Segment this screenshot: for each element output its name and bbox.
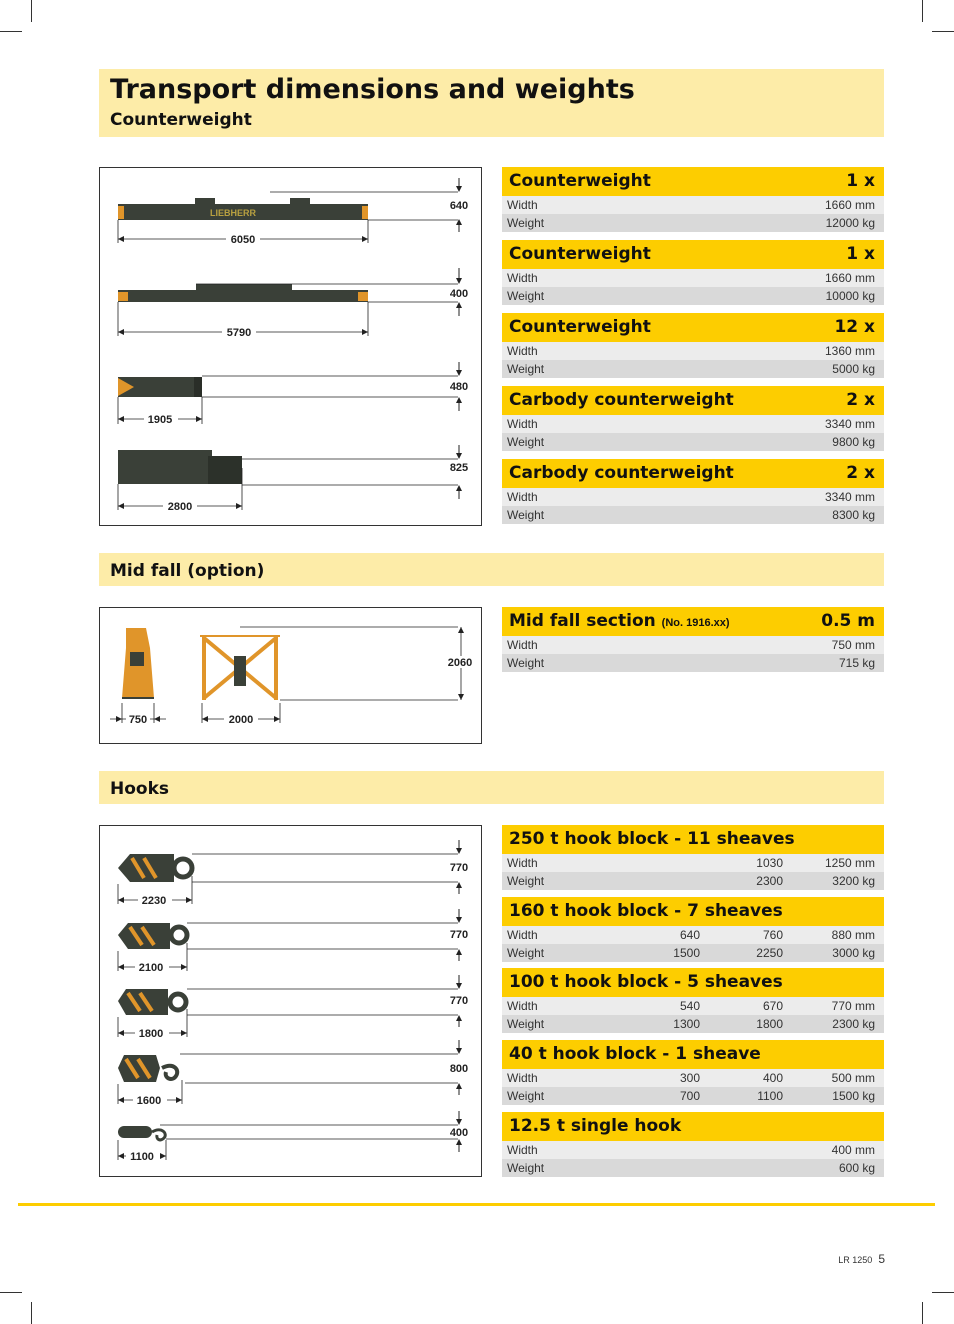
dim-label: 2800 <box>167 501 193 513</box>
crop-mark <box>0 1292 22 1293</box>
hooks-band <box>99 771 884 804</box>
width-row: Width 400 mm <box>502 1141 884 1159</box>
counterweight-table-4 <box>502 386 884 451</box>
hook-block-160t-drawing <box>118 923 187 949</box>
table-title: 250 t hook block - 11 sheaves <box>509 829 795 849</box>
width-row: Width 3340 mm <box>502 415 884 433</box>
dim-label: 400 <box>449 288 469 300</box>
hook-table-1 <box>502 825 884 890</box>
crop-mark <box>932 31 954 32</box>
hook-table-5 <box>502 1112 884 1177</box>
hook-table-4 <box>502 1040 884 1105</box>
page-number: 5 <box>878 1252 885 1266</box>
width-row: Width 300 400 500 mm <box>502 1069 884 1087</box>
dim-label: 750 <box>128 714 148 726</box>
section-title: Hooks <box>110 779 170 799</box>
width-row: Width 1660 mm <box>502 269 884 287</box>
header-band <box>99 69 884 137</box>
hook-table-2 <box>502 897 884 962</box>
section-subtitle: Counterweight <box>110 110 252 130</box>
width-row: Width 540 670 770 mm <box>502 997 884 1015</box>
dim-label: 400 <box>449 1127 469 1139</box>
crop-mark <box>922 1302 923 1324</box>
weight-row: Weight 10000 kg <box>502 287 884 305</box>
table-title: Carbody counterweight <box>509 390 734 410</box>
crop-mark <box>922 0 923 22</box>
crop-mark <box>932 1292 954 1293</box>
table-quantity: 2 x <box>846 390 875 410</box>
logo-text: LIEBHERR <box>210 208 257 218</box>
dim-label: 480 <box>449 381 469 393</box>
width-row: Width 1360 mm <box>502 342 884 360</box>
crop-mark <box>0 31 22 32</box>
weight-row: Weight 12000 kg <box>502 214 884 232</box>
dim-label: 2230 <box>141 895 167 907</box>
hooks-diagram <box>99 825 482 1177</box>
dim-label: 1905 <box>147 414 173 426</box>
midfall-side-drawing <box>200 636 280 700</box>
midfall-table <box>502 607 884 672</box>
counterweight-diagram <box>99 167 482 526</box>
width-row: Width 640 760 880 mm <box>502 926 884 944</box>
dim-label: 2060 <box>447 657 473 669</box>
counterweight-table-1 <box>502 167 884 232</box>
hook-block-40t-drawing <box>118 1055 177 1082</box>
hook-block-100t-drawing <box>118 989 186 1015</box>
table-quantity: 0.5 m <box>821 611 875 631</box>
width-row: Width 1660 mm <box>502 196 884 214</box>
counterweight-3-drawing <box>118 377 202 397</box>
counterweight-table-3 <box>502 313 884 378</box>
dim-label: 5790 <box>226 327 252 339</box>
counterweight-table-2 <box>502 240 884 305</box>
page-footer <box>838 1252 885 1266</box>
table-title: 40 t hook block - 1 sheave <box>509 1044 761 1064</box>
dim-label: 1600 <box>136 1095 162 1107</box>
table-quantity: 2 x <box>846 463 875 483</box>
counterweight-4-drawing <box>118 450 242 484</box>
table-title: Counterweight <box>509 171 651 191</box>
table-quantity: 1 x <box>846 244 875 264</box>
crop-mark <box>31 1302 32 1324</box>
weight-row: Weight 700 1100 1500 kg <box>502 1087 884 1105</box>
dim-label: 770 <box>449 862 469 874</box>
dim-label: 6050 <box>230 234 256 246</box>
counterweight-2-drawing <box>118 284 368 302</box>
midfall-band <box>99 553 884 586</box>
table-quantity: 1 x <box>846 171 875 191</box>
table-title: 160 t hook block - 7 sheaves <box>509 901 783 921</box>
weight-row: Weight 2300 3200 kg <box>502 872 884 890</box>
dim-label: 770 <box>449 995 469 1007</box>
model-label: LR 1250 <box>838 1255 873 1265</box>
midfall-front-drawing <box>122 628 154 698</box>
table-quantity: 12 x <box>834 317 875 337</box>
counterweight-table-5 <box>502 459 884 524</box>
midfall-diagram <box>99 607 482 744</box>
footer-divider <box>18 1203 935 1206</box>
weight-row: Weight 8300 kg <box>502 506 884 524</box>
dim-label: 2100 <box>138 962 164 974</box>
dim-label: 1100 <box>130 1151 154 1163</box>
hook-block-250t-drawing <box>118 854 192 882</box>
dim-label: 2000 <box>228 714 254 726</box>
table-title: Counterweight <box>509 317 651 337</box>
dim-label: 770 <box>449 929 469 941</box>
width-row: Width 3340 mm <box>502 488 884 506</box>
table-title: Carbody counterweight <box>509 463 734 483</box>
table-title: Mid fall section (No. 1916.xx) <box>509 611 730 631</box>
table-title: Counterweight <box>509 244 651 264</box>
table-title: 12.5 t single hook <box>509 1116 682 1136</box>
weight-row: Weight 1300 1800 2300 kg <box>502 1015 884 1033</box>
weight-row: Weight 600 kg <box>502 1159 884 1177</box>
crop-mark <box>31 0 32 22</box>
page-title: Transport dimensions and weights <box>110 74 635 105</box>
dim-label: 640 <box>449 200 469 212</box>
weight-row: Weight 5000 kg <box>502 360 884 378</box>
hook-table-3 <box>502 968 884 1033</box>
weight-row: Weight 9800 kg <box>502 433 884 451</box>
dim-label: 1800 <box>138 1028 164 1040</box>
table-title: 100 t hook block - 5 sheaves <box>509 972 783 992</box>
dim-label: 800 <box>449 1063 469 1075</box>
dim-label: 825 <box>449 462 469 474</box>
counterweight-1-drawing <box>118 198 368 220</box>
single-hook-12-5t-drawing <box>118 1126 165 1140</box>
width-row: Width 750 mm <box>502 636 884 654</box>
weight-row: Weight 715 kg <box>502 654 884 672</box>
table-note: (No. 1916.xx) <box>661 617 730 629</box>
weight-row: Weight 1500 2250 3000 kg <box>502 944 884 962</box>
width-row: Width 1030 1250 mm <box>502 854 884 872</box>
section-title: Mid fall (option) <box>110 561 265 581</box>
